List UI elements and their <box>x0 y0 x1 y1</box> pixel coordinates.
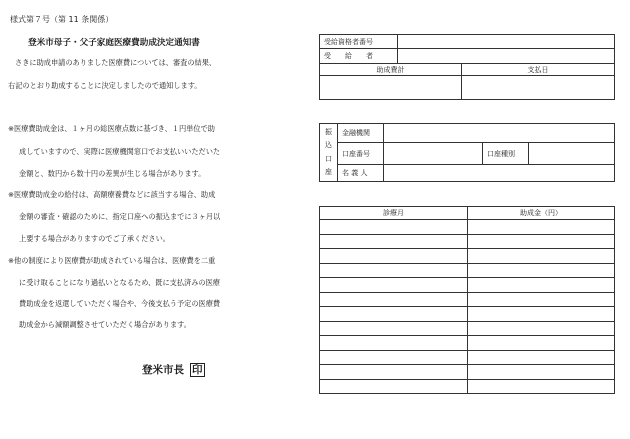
recipient-label: 受 給 者 <box>320 49 398 64</box>
table-row-amount <box>468 379 615 394</box>
month-header: 診療月 <box>320 207 468 220</box>
mayor-signature <box>142 362 205 377</box>
amount-value <box>320 76 462 100</box>
cert-number-value <box>398 35 615 49</box>
table-row-month <box>320 321 468 336</box>
table-row-amount <box>468 321 615 336</box>
note-line: ※他の制度により医療費が助成されている場合は、医療費を二重 <box>8 256 216 265</box>
table-row-amount <box>468 234 615 249</box>
detail-table <box>319 206 615 394</box>
table-row-month <box>320 278 468 293</box>
payment-date-header: 支払日 <box>462 64 615 76</box>
table-row-month <box>320 365 468 380</box>
note-line: 費助成金を返還していただく場合や、今後支払う予定の医療費 <box>19 299 221 308</box>
note-line: 成していますので、実際に医療機関窓口でお支払いいただいた <box>19 147 221 156</box>
note-line: 金額の審査・確認のために、指定口座への振込までに３ヶ月以 <box>19 212 221 221</box>
holder-label: 名 義 人 <box>338 165 384 182</box>
table-row-amount <box>468 307 615 322</box>
table-row-amount <box>468 350 615 365</box>
table-row-amount <box>468 249 615 264</box>
table-row-month <box>320 249 468 264</box>
amount-header: 助成費計 <box>320 64 462 76</box>
account-number-label: 口座番号 <box>338 143 384 165</box>
cert-number-label: 受給資格者番号 <box>320 35 398 49</box>
intro-line: 右記のとおり助成することに決定しましたので通知します。 <box>8 81 202 90</box>
seal-mark: 印 <box>192 364 203 376</box>
note-line: に受け取ることになり過払いとなるため、既に支払済みの医療 <box>19 278 220 287</box>
table-row-amount <box>468 292 615 307</box>
holder-value <box>384 165 615 182</box>
bank-side-label: 振 込 口 座 <box>320 124 338 182</box>
recipient-table <box>319 34 615 100</box>
table-row-month <box>320 379 468 394</box>
payment-date-value <box>462 76 615 100</box>
note-line: ※医療費助成金は、１ヶ月の総医療点数に基づき、１円単位で助 <box>8 124 215 133</box>
recipient-value <box>398 49 615 64</box>
mayor-label: 登米市長 <box>142 364 184 376</box>
institution-value <box>384 124 615 143</box>
table-row-amount <box>468 336 615 351</box>
table-row-amount <box>468 263 615 278</box>
amount-header: 助成金（円） <box>468 207 615 220</box>
table-row-month <box>320 234 468 249</box>
table-row-month <box>320 220 468 235</box>
note-line: 金額と、数円から数十円の差異が生じる場合があります。 <box>19 169 206 178</box>
table-row-amount <box>468 220 615 235</box>
table-row-amount <box>468 278 615 293</box>
bank-table <box>319 123 615 182</box>
note-line: 上要する場合がありますのでご了承ください。 <box>19 234 170 243</box>
account-type-value <box>529 143 615 165</box>
institution-label: 金融機関 <box>338 124 384 143</box>
table-row-amount <box>468 365 615 380</box>
note-line: 助成金から減額調整させていただく場合があります。 <box>19 320 191 329</box>
table-row-month <box>320 263 468 278</box>
table-row-month <box>320 307 468 322</box>
table-row-month <box>320 350 468 365</box>
table-row-month <box>320 292 468 307</box>
page-title: 登米市母子・父子家庭医療費助成決定通知書 <box>28 38 200 48</box>
form-number: 様式第７号（第 11 条関係） <box>10 15 114 24</box>
account-type-label: 口座種別 <box>483 143 529 165</box>
note-line: ※医療費助成金の給付は、高額療養費などに該当する場合、助成 <box>8 190 216 199</box>
table-row-month <box>320 336 468 351</box>
intro-line: さきに助成申請のありました医療費については、審査の結果、 <box>15 58 217 67</box>
account-number-value <box>384 143 483 165</box>
